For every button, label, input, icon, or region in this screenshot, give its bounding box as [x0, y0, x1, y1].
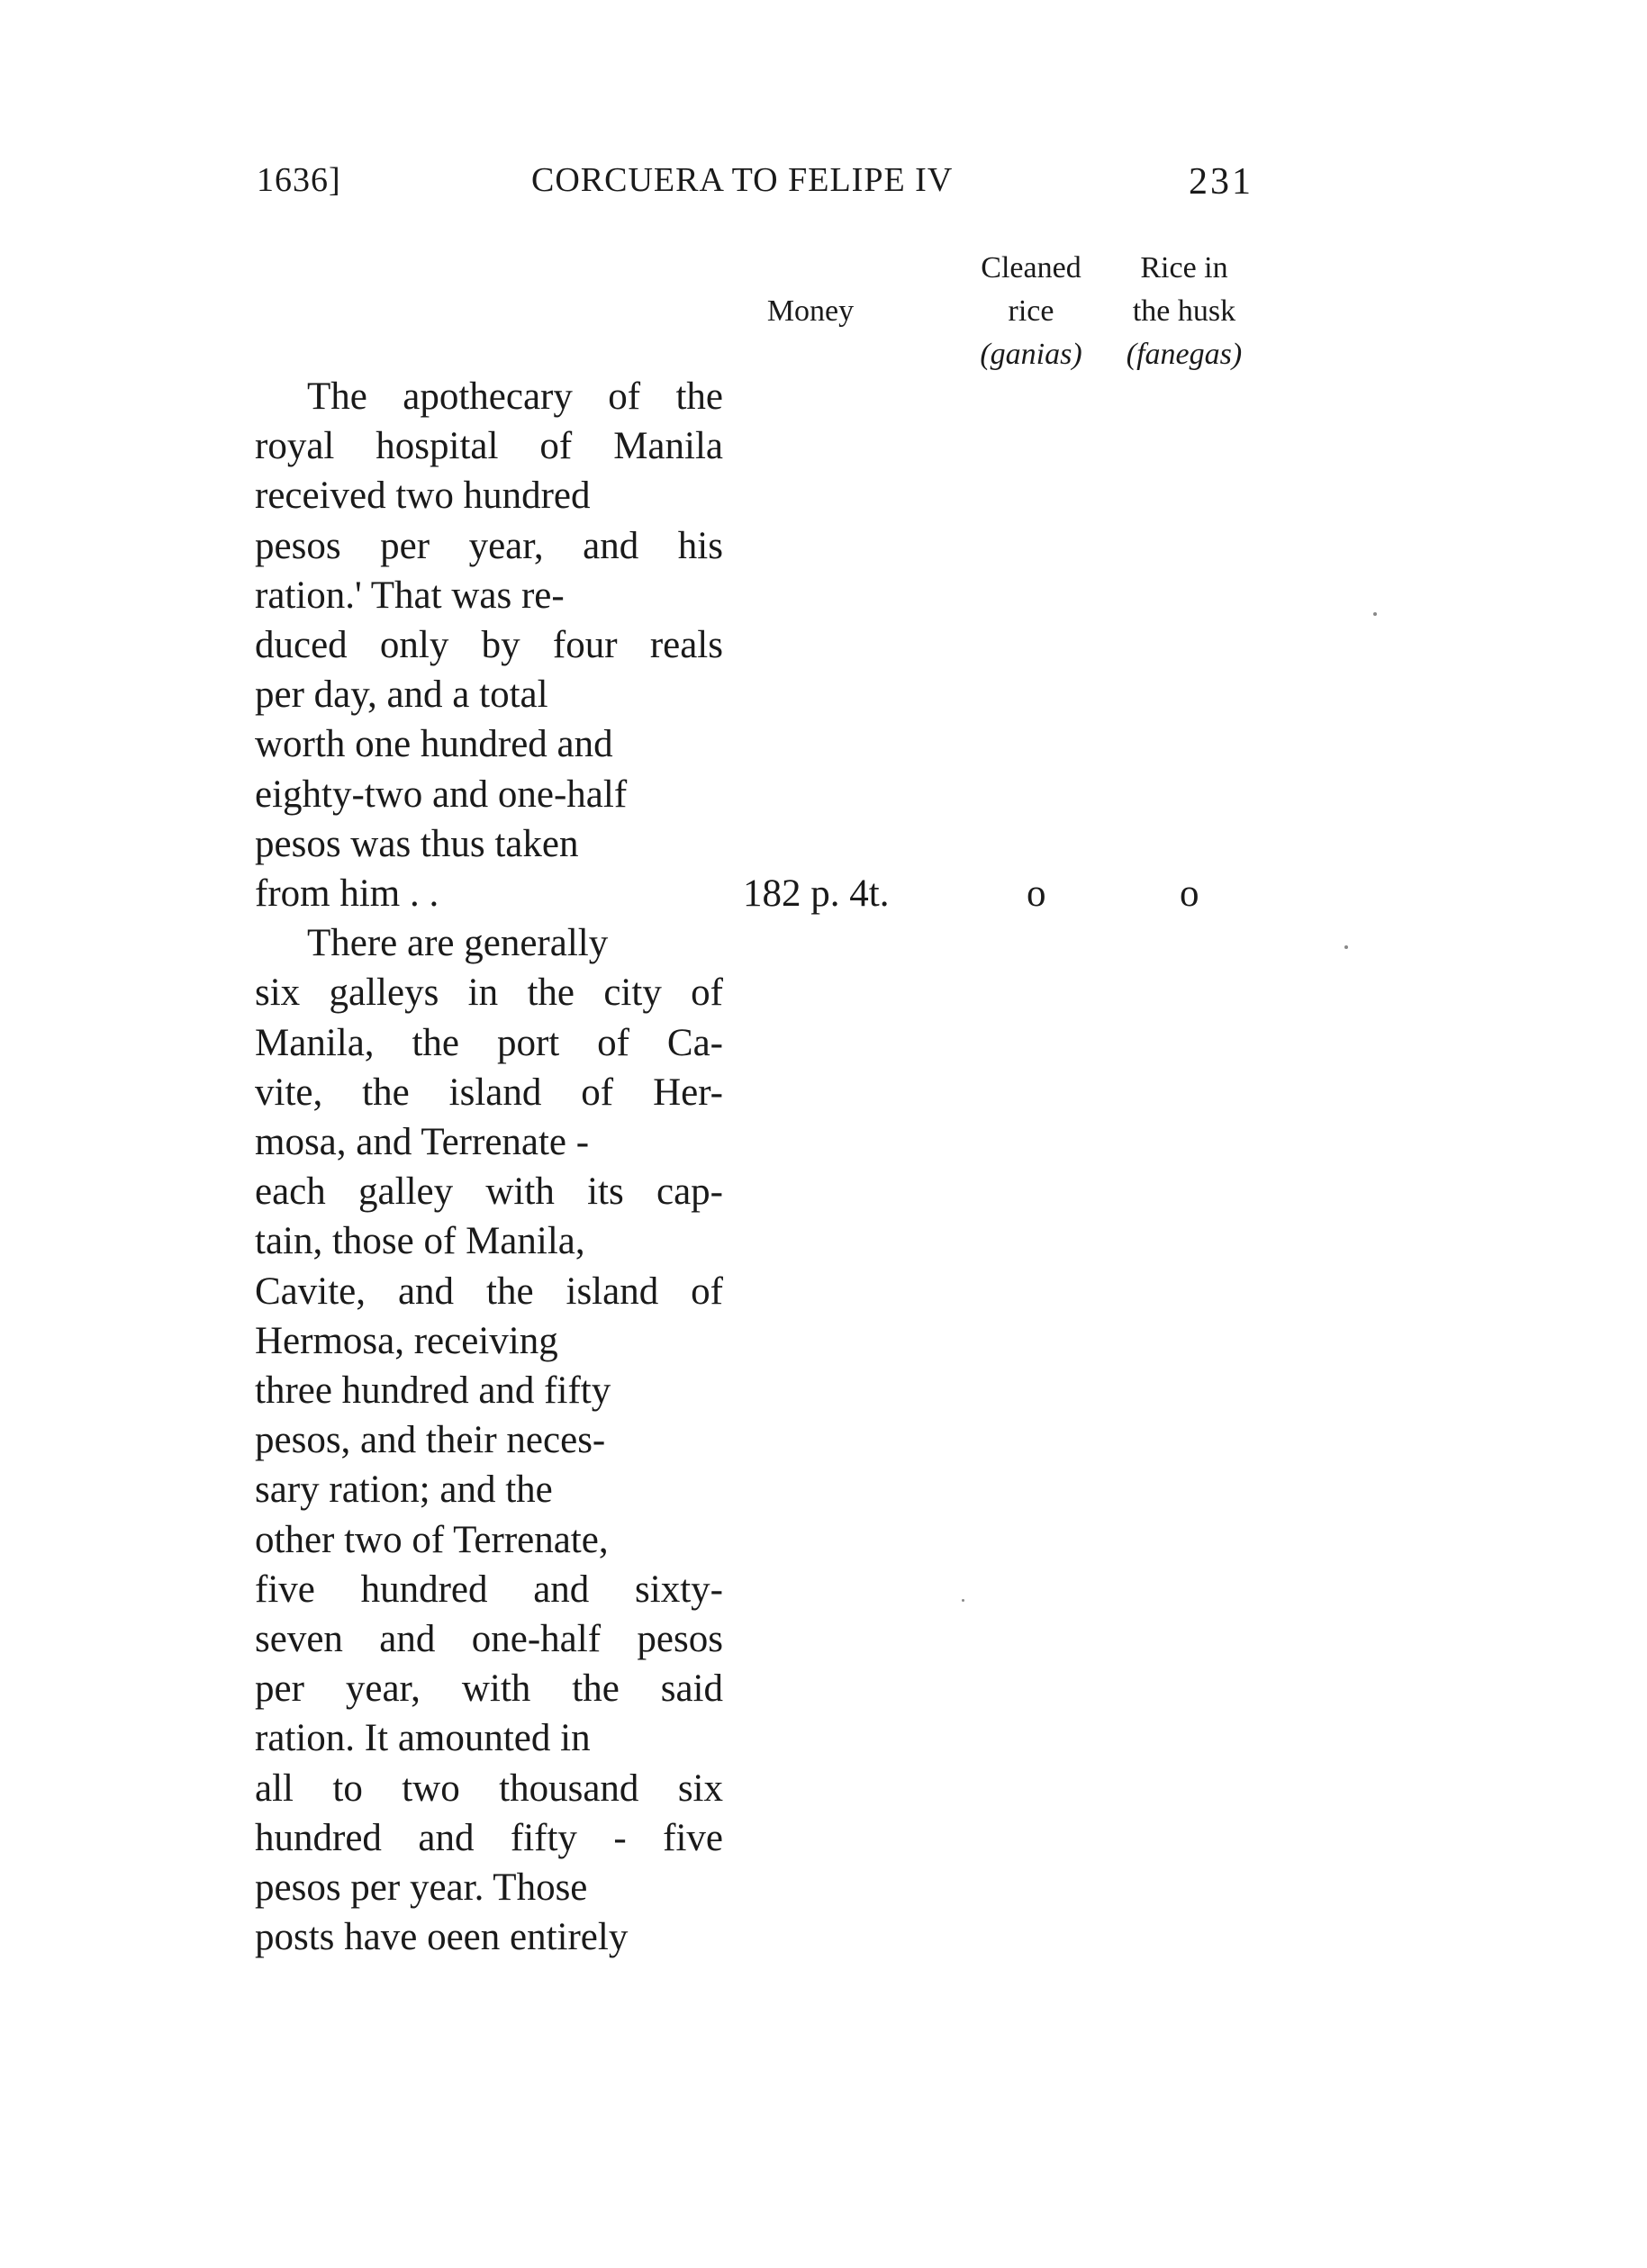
page-speck	[1373, 612, 1377, 616]
text-line: six galleys in the city of	[255, 971, 723, 1015]
text-line: There are generally	[307, 922, 609, 965]
text-line: pesos per year, and his	[255, 524, 723, 567]
text-line: five hundred and sixty-	[255, 1568, 723, 1611]
page-speck	[962, 1599, 964, 1602]
text-line: worth one hundred and	[255, 723, 613, 766]
text-line: other two of Terrenate,	[255, 1518, 609, 1561]
page-number: 231	[1189, 161, 1253, 203]
running-head-title: CORCUERA TO FELIPE IV	[531, 161, 954, 199]
column-heading-rice-in-husk: Rice in the husk (fanegas)	[1126, 251, 1243, 371]
running-head-year: 1636]	[257, 161, 341, 199]
text-line: seven and one-half pesos	[255, 1618, 723, 1661]
body-text-column	[255, 372, 723, 1963]
column-headings	[0, 241, 1647, 376]
text-line: mosa, and Terrenate -	[255, 1121, 590, 1164]
text-line: hundred and fifty - five	[255, 1816, 723, 1859]
text-line: per day, and a total	[255, 673, 548, 717]
text-line: Manila, the port of Ca-	[255, 1021, 723, 1064]
entry-rice-in-husk-value: o	[1180, 872, 1199, 915]
text-line: sary ration; and the	[255, 1468, 553, 1512]
entry-money-value: 182 p. 4t.	[743, 872, 890, 915]
text-line: ration.' That was re-	[255, 574, 565, 617]
text-line: ration. It amounted in	[255, 1717, 591, 1760]
text-line: each galley with its cap-	[255, 1170, 723, 1214]
text-line: tain, those of Manila,	[255, 1220, 585, 1263]
text-line: from him . .	[255, 872, 439, 916]
entry-amounts-row	[0, 872, 1647, 926]
page-speck	[1344, 945, 1348, 949]
running-head	[0, 160, 1647, 214]
text-line: royal hospital of Manila	[255, 425, 723, 468]
text-line: received two hundred	[255, 474, 591, 518]
text-line: The apothecary of the	[307, 375, 723, 418]
text-line: per year, with the said	[255, 1667, 723, 1711]
column-heading-cleaned-rice: Cleaned rice (ganias)	[980, 251, 1082, 371]
text-line: duced only by four reals	[255, 624, 723, 667]
text-line: Hermosa, receiving	[255, 1319, 558, 1362]
text-line: Cavite, and the island of	[255, 1270, 723, 1313]
text-line: posts have oeen entirely	[255, 1916, 629, 1959]
text-line: vite, the island of Her-	[255, 1071, 723, 1114]
entry-cleaned-rice-value: o	[1027, 872, 1046, 915]
text-line: pesos per year. Those	[255, 1866, 588, 1910]
text-line: pesos was thus taken	[255, 822, 579, 865]
text-line: three hundred and fifty	[255, 1369, 611, 1413]
column-heading-money: Money	[766, 294, 855, 328]
text-line: all to two thousand six	[255, 1767, 723, 1810]
text-line: pesos, and their neces-	[255, 1419, 606, 1462]
text-line: eighty-two and one-half	[255, 773, 628, 816]
